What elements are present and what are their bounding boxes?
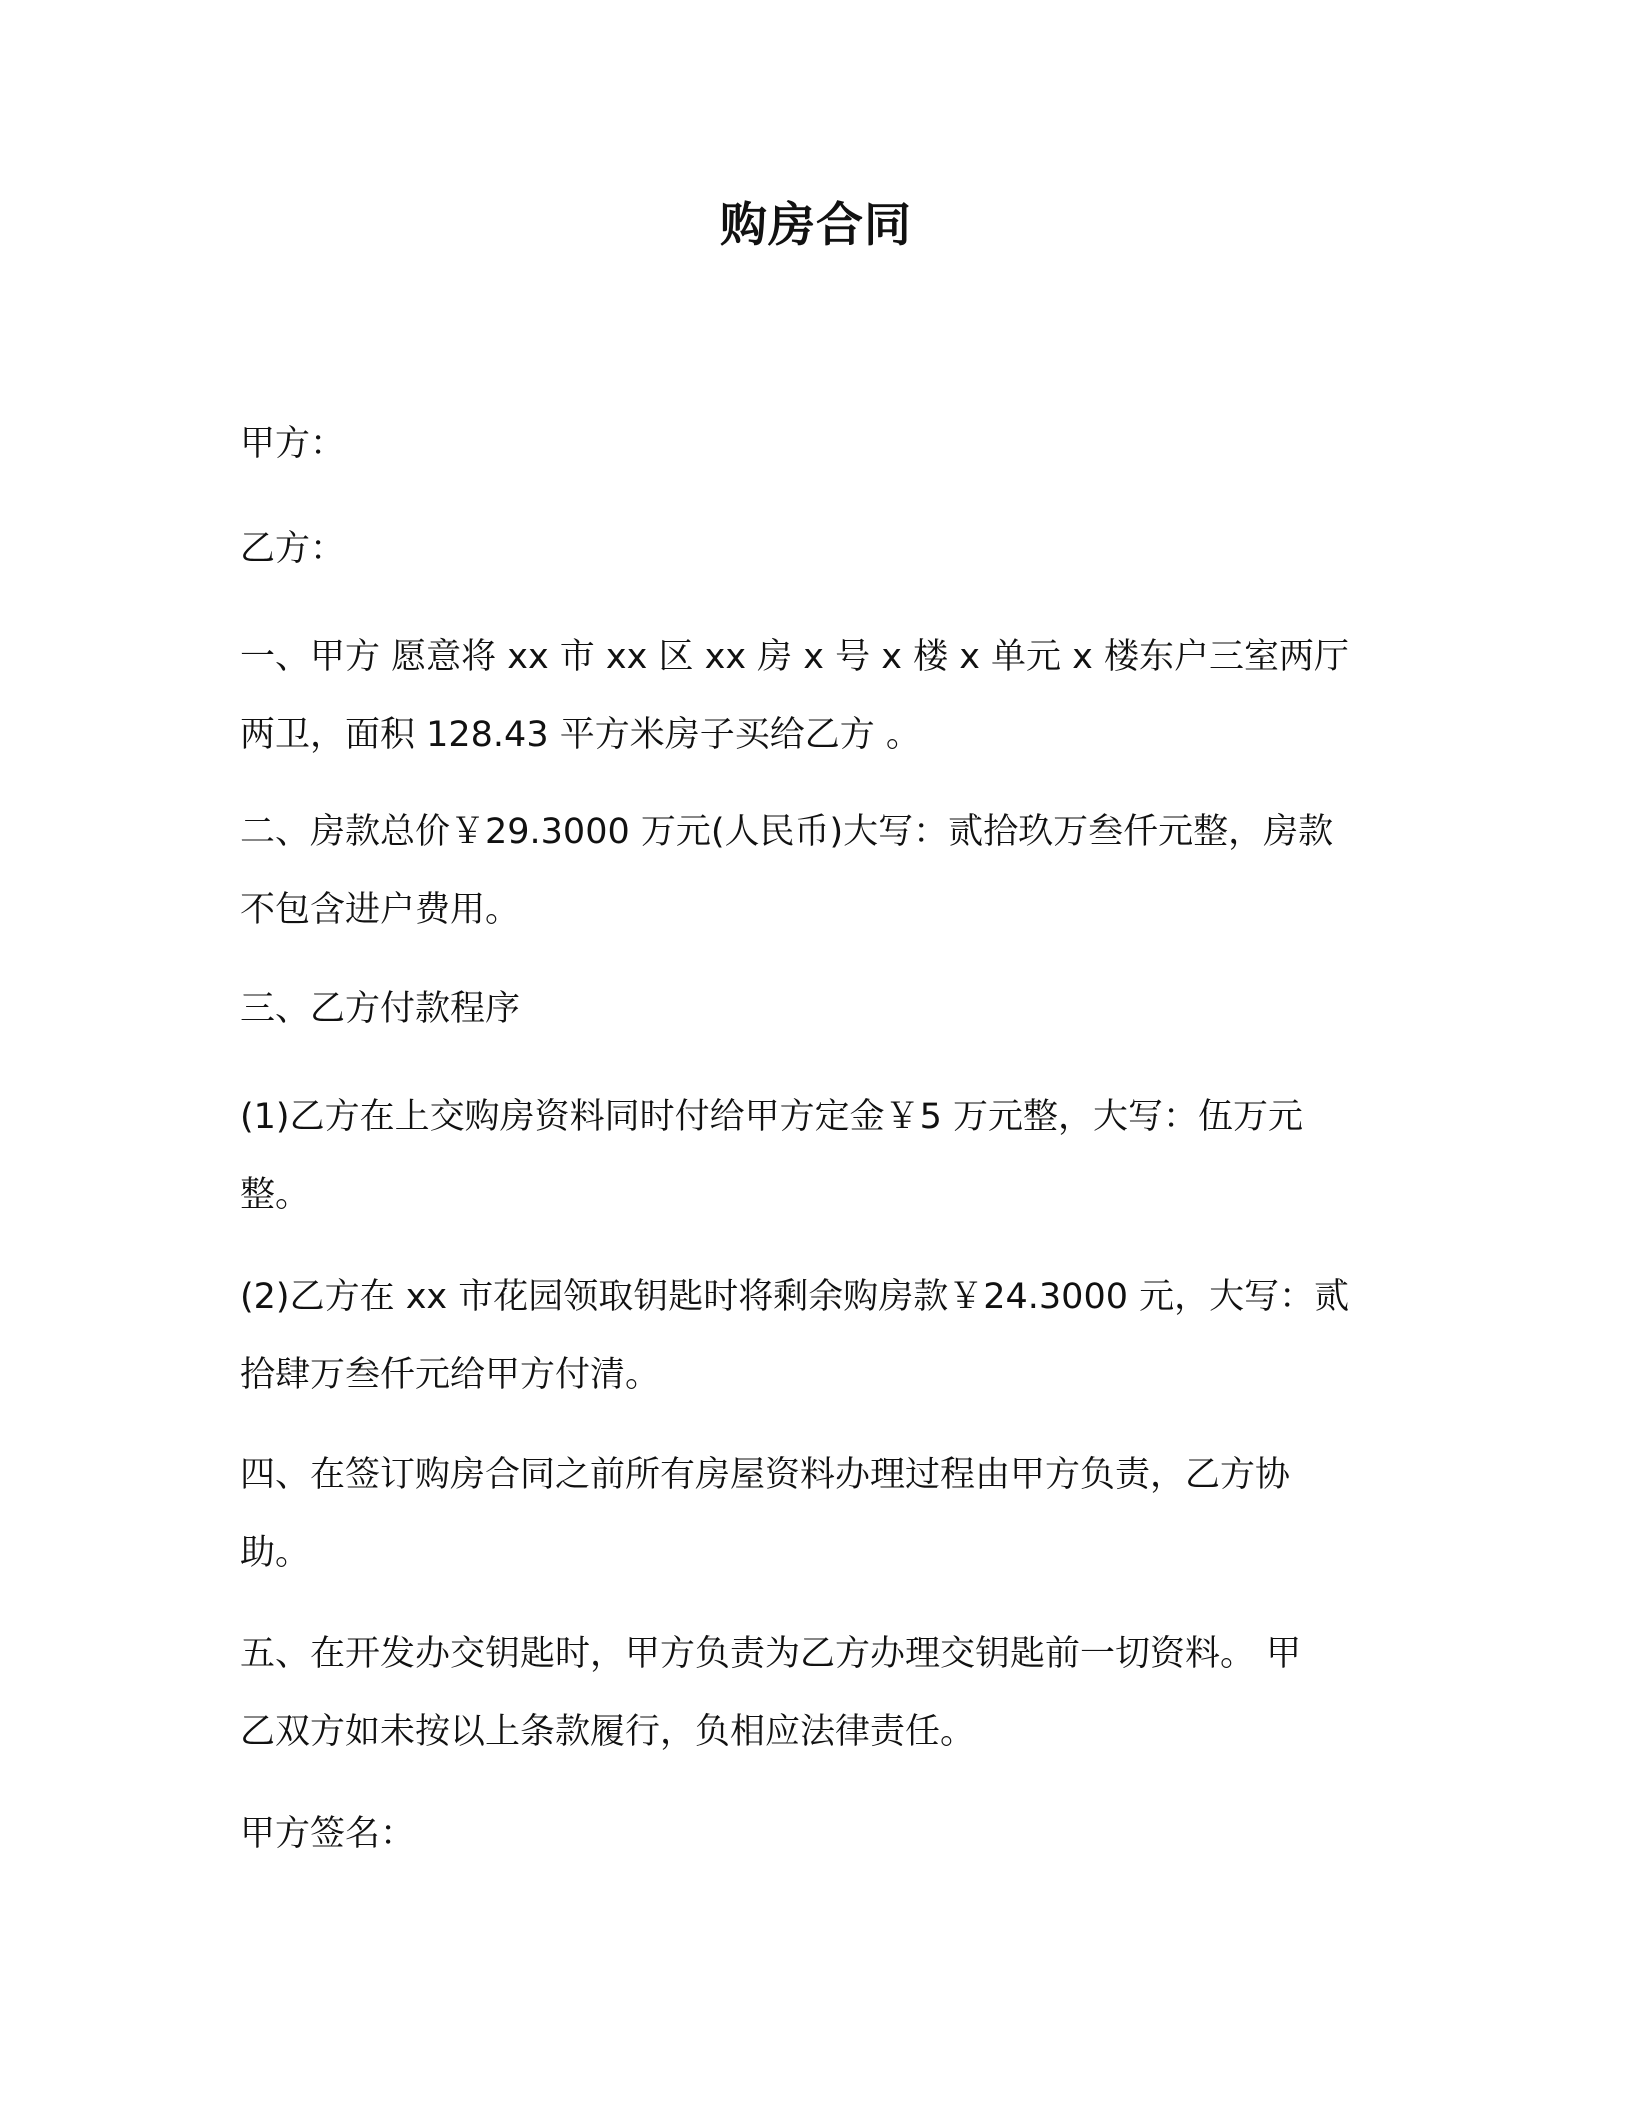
document-title: 购房合同 <box>720 198 912 253</box>
payment-item-2 <box>240 1258 1400 1414</box>
clause-2-line-1: 二、房款总价￥29.3000 万元(人民币)大写：贰拾玖万叁仟元整，房款 <box>240 812 1334 852</box>
clause-3-heading: 三、乙方付款程序 <box>240 989 521 1029</box>
clause-5-line-2: 乙双方如未按以上条款履行，负相应法律责任。 <box>240 1712 976 1752</box>
payment-item-1-line-2: 整。 <box>240 1175 311 1215</box>
clause-4-line-2: 助。 <box>240 1533 311 1573</box>
payment-item-1-line-1: (1)乙方在上交购房资料同时付给甲方定金￥5 万元整，大写：伍万元 <box>240 1097 1303 1137</box>
payment-item-2-line-2: 拾肆万叁仟元给甲方付清。 <box>240 1355 661 1395</box>
party-a-label: 甲方： <box>240 424 346 464</box>
clause-4 <box>240 1436 1400 1592</box>
clause-1 <box>240 618 1400 774</box>
clause-5 <box>240 1615 1400 1771</box>
payment-item-1 <box>240 1078 1400 1234</box>
clause-5-line-1: 五、在开发办交钥匙时，甲方负责为乙方办理交钥匙前一切资料。 甲 <box>240 1634 1302 1674</box>
clause-1-line-2: 两卫，面积 128.43 平方米房子买给乙方 。 <box>240 715 921 755</box>
party-a-signature-label: 甲方签名： <box>240 1814 416 1854</box>
clause-1-line-1: 一、甲方 愿意将 xx 市 xx 区 xx 房 x 号 x 楼 x 单元 x 楼东户三室两厅 <box>240 637 1350 677</box>
clause-4-line-1: 四、在签订购房合同之前所有房屋资料办理过程由甲方负责，乙方协 <box>240 1455 1291 1495</box>
clause-2-line-2: 不包含进户费用。 <box>240 890 521 930</box>
party-b-label: 乙方： <box>240 529 346 569</box>
payment-item-2-line-1: (2)乙方在 xx 市花园领取钥匙时将剩余购房款￥24.3000 元，大写：贰 <box>240 1277 1350 1317</box>
clause-2 <box>240 793 1400 949</box>
